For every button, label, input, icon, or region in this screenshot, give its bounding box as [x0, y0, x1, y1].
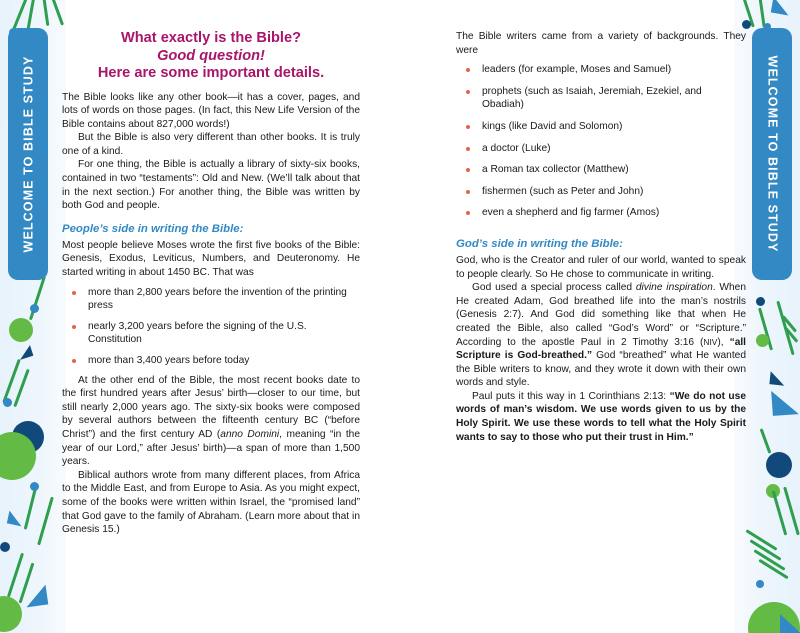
right-text-column [456, 30, 746, 444]
page-title [62, 30, 360, 83]
paragraph-italic: divine inspiration [635, 282, 713, 294]
subheading-gods-side: God’s side in writing the Bible: [456, 237, 623, 250]
deco-dot-blue [30, 304, 39, 313]
deco-triangle-blue [780, 614, 800, 633]
side-tab-left-label: WELCOME TO BIBLE STUDY [21, 55, 36, 253]
paragraph [456, 390, 746, 444]
list-item: more than 2,800 years before the invention of the printing press [62, 286, 360, 313]
timeline-bullet-list [62, 286, 360, 368]
deco-stem [51, 0, 64, 26]
paragraph-pre: God used a special process called [472, 282, 636, 294]
list-item: even a shepherd and fig farmer (Amos) [456, 206, 746, 220]
deco-circle-navy [766, 452, 792, 478]
list-item: a doctor (Luke) [456, 142, 746, 156]
deco-dot-blue [30, 482, 39, 491]
deco-triangle-blue [771, 0, 792, 15]
deco-triangle-navy [769, 371, 785, 385]
deco-dot-blue [756, 580, 764, 588]
paragraph-smallcaps: NIV [703, 336, 718, 347]
paragraph-post: God “breathed” what He wanted the Bible writers to know, and they wrote it down with their own words and style. [456, 350, 747, 389]
list-item: leaders (for example, Moses and Samuel) [456, 63, 746, 77]
paragraph: Most people believe Moses wrote the first five books of the Bible: Genesis, Exodus, Leviticus, Numbers, and Deuteronomy. He started writing in about 1450 BC. That was [62, 239, 360, 279]
bible-writers-bullet-list [456, 63, 746, 220]
deco-triangle-blue [24, 585, 49, 608]
deco-triangle-blue [771, 389, 799, 416]
list-item: more than 3,400 years before today [62, 354, 360, 368]
left-text-column [62, 30, 360, 537]
deco-stem [24, 486, 38, 529]
deco-circle-green [756, 334, 769, 347]
deco-dot-navy [756, 297, 765, 306]
deco-dot-blue [3, 398, 12, 407]
side-tab-right[interactable] [752, 28, 792, 280]
deco-triangle-navy [17, 345, 34, 360]
paragraph: The Bible looks like any other book—it has a cover, pages, and lots of words on those pages. (In fact, this New Life Version of the Bible contains about 827,000 words!) [62, 91, 360, 130]
page-title-line-3: Here are some important details. [97, 65, 325, 81]
list-item: prophets (such as Isaiah, Jeremiah, Ezekiel, and Obadiah) [456, 85, 746, 112]
paragraph: But the Bible is also very different than other books. It is truly one of a kind. [62, 132, 360, 157]
paragraph: For one thing, the Bible is actually a library of sixty-six books, contained in two “testaments”: Old and New. (We’ll talk about that in the next section.) For another thing, the Bible was written by both God and people. [62, 159, 360, 212]
paragraph-post: , meaning “in the year of our Lord,” after Jesus’ birth)—a span of more than 1,500 years. [62, 428, 360, 468]
deco-dot-navy [742, 20, 751, 29]
page-title-line-2: Good question! [157, 47, 265, 64]
deco-stem [13, 369, 29, 408]
deco-dot-navy [0, 542, 10, 552]
deco-triangle-blue [7, 511, 24, 527]
deco-stem [27, 0, 37, 30]
paragraph-italic: anno Domini [220, 428, 280, 440]
list-item: kings (like David and Solomon) [456, 120, 746, 134]
paragraph-pre: Paul puts it this way in 1 Corinthians 2:13: [472, 390, 670, 402]
paragraph-mid2: ), [717, 336, 730, 348]
deco-stem [29, 276, 46, 321]
deco-stem [42, 0, 50, 26]
paragraph-bold-quote: “We do not use words of man’s wisdom. We use words given to us by the Holy Spirit. We use these words to tell what the Holy Spirit wants to say to those who put their trust in Him.” [456, 390, 746, 443]
paragraph-bold-quote: “all Scripture is God-breathed.” [456, 336, 747, 362]
deco-stem [760, 428, 772, 453]
list-item: nearly 3,200 years before the signing of the U.S. Constitution [62, 320, 360, 347]
list-item: fishermen (such as Peter and John) [456, 185, 746, 199]
paragraph: Biblical authors wrote from many different places, from Africa to the Middle East, and from Europe to Asia. As you might expect, some of the books were written within Israel, the “promised land” that God gave to the family of Abraham. (Learn more about that in Genesis 15.) [62, 469, 360, 536]
deco-stem [37, 497, 54, 546]
paragraph [62, 374, 360, 469]
deco-stem [772, 490, 788, 535]
list-item: a Roman tax collector (Matthew) [456, 163, 746, 177]
subheading-peoples-side: People’s side in writing the Bible: [62, 222, 244, 235]
deco-circle-green [9, 318, 33, 342]
paragraph-pre: At the other end of the Bible, the most recent books date to the first hundred years after Jesus’ birth—closer to our time, but still nearly 2,000 years ago. The sixty-six books were composed by several authors between the fifteenth century BC (“before Christ”) and the first century AD ( [62, 374, 360, 440]
side-tab-left[interactable] [8, 28, 48, 280]
paragraph [456, 281, 746, 390]
paragraph: The Bible writers came from a variety of backgrounds. They were [456, 31, 746, 56]
side-tab-right-label: WELCOME TO BIBLE STUDY [765, 55, 780, 253]
paragraph: God, who is the Creator and ruler of our world, wanted to speak to people clearly. So He chose to communicate in writing. [456, 254, 746, 280]
page-title-line-1: What exactly is the Bible? [120, 30, 302, 46]
paragraph-mid: . When He created Adam, God breathed life into the man’s nostrils (Genesis 2:7). And God did something like that when He created the Bible, also called “God’s Word” or “Scripture.” According to the apostle Paul in 2 Timothy 3:16 ( [456, 282, 747, 348]
